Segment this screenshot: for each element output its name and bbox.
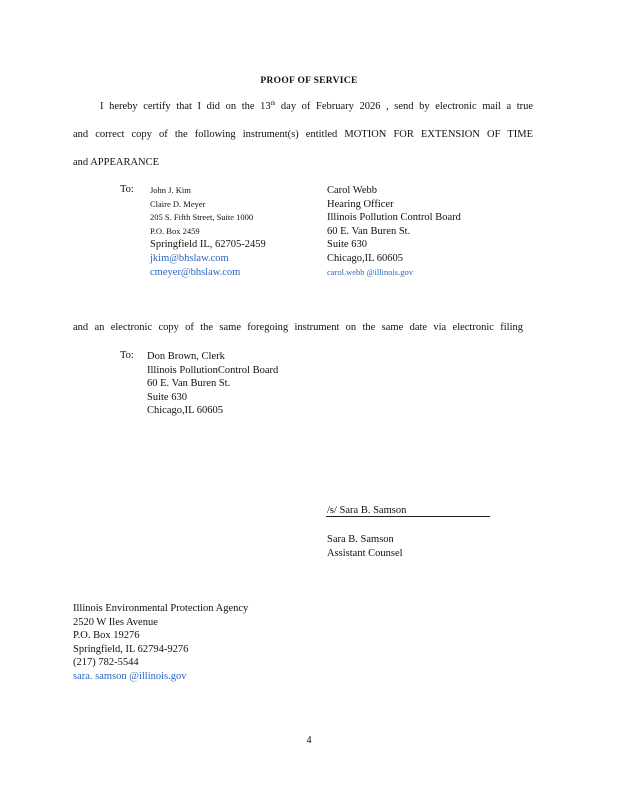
board-street: 60 E. Van Buren St. xyxy=(327,225,411,237)
certification-line-2: and correct copy of the following instrument(s) entitled MOTION FOR EXTENSION OF TIME xyxy=(73,129,533,140)
document-title: PROOF OF SERVICE xyxy=(260,76,358,86)
recipient-address-city: Springfield IL, 62705-2459 xyxy=(150,239,266,251)
hearing-officer-name: Carol Webb xyxy=(327,185,377,196)
board-suite: Suite 630 xyxy=(327,239,367,251)
clerk-city: Chicago,IL 60605 xyxy=(147,405,224,417)
clerk-suite: Suite 630 xyxy=(147,391,187,403)
recipient-email-2[interactable]: cmeyer@bhslaw.com xyxy=(150,266,241,278)
to-label: To: xyxy=(120,184,134,195)
signature-rule xyxy=(326,516,490,517)
agency-block xyxy=(73,602,248,684)
recipient-left-block xyxy=(150,184,266,279)
agency-email[interactable]: sara. samson @illinois.gov xyxy=(73,670,187,682)
board-name: Illinois Pollution Control Board xyxy=(327,212,461,224)
clerk-block xyxy=(147,350,278,418)
signer-title: Assistant Counsel xyxy=(327,547,403,559)
board-city: Chicago,IL 60605 xyxy=(327,252,404,264)
to-label-2: To: xyxy=(120,350,134,361)
certification-line-1 xyxy=(100,101,533,112)
recipient-name-2: Claire D. Meyer xyxy=(150,198,206,209)
clerk-name: Don Brown, Clerk xyxy=(147,351,225,362)
clerk-board: Illinois PollutionControl Board xyxy=(147,364,279,376)
agency-street: 2520 W Iles Avenue xyxy=(73,616,158,628)
ordinal-suffix: th xyxy=(270,101,276,107)
recipient-address-street: 205 S. Fifth Street, Suite 1000 xyxy=(150,212,254,223)
signer-block xyxy=(327,533,403,560)
agency-name: Illinois Environmental Protection Agency xyxy=(73,603,249,614)
signature-line: /s/ Sara B. Samson xyxy=(327,505,407,516)
certification-line-3: and APPEARANCE xyxy=(73,157,160,168)
signer-name: Sara B. Samson xyxy=(327,534,394,545)
recipient-right-block xyxy=(327,184,461,279)
clerk-street: 60 E. Van Buren St. xyxy=(147,378,231,390)
certification-text-rest: day of February 2026 , send by electronic mail a true xyxy=(280,101,534,112)
certification-text-start: I hereby certify that I did on the 13 xyxy=(100,101,271,112)
agency-phone: (217) 782-5544 xyxy=(73,657,139,669)
page-number: 4 xyxy=(306,735,312,746)
agency-city: Springfield, IL 62794-9276 xyxy=(73,643,189,655)
recipient-name-1: John J. Kim xyxy=(150,185,191,195)
hearing-officer-title: Hearing Officer xyxy=(327,198,394,210)
recipient-email-1[interactable]: jkim@bhslaw.com xyxy=(150,252,229,264)
electronic-filing-line: and an electronic copy of the same foregoing instrument on the same date via electronic filing xyxy=(73,322,523,333)
agency-box: P.O. Box 19276 xyxy=(73,630,140,642)
recipient-address-box: P.O. Box 2459 xyxy=(150,225,200,236)
hearing-officer-email[interactable]: carol.webb @illinois.gov xyxy=(327,266,413,277)
